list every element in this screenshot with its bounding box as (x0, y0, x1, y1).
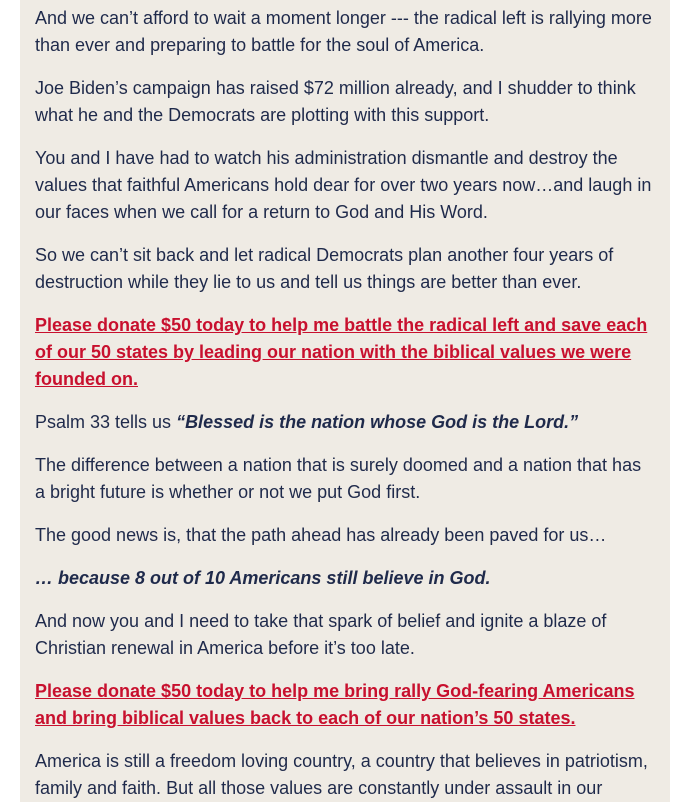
donate-cta-paragraph-1 (35, 312, 655, 393)
paragraph-believe-in-god: … because 8 out of 10 Americans still believe in God. (35, 568, 491, 588)
donate-link-1[interactable]: Please donate $50 today to help me battle the radical left and save each of our 50 states by leading our nation with the biblical values we were founded on. (35, 315, 648, 389)
donate-cta-paragraph-2 (35, 678, 655, 732)
paragraph-cant-sit-back: So we can’t sit back and let radical Democrats plan another four years of destruction while they lie to us and tell us things are better than ever. (35, 245, 614, 292)
psalm-quote: “Blessed is the nation whose God is the Lord.” (176, 412, 579, 432)
paragraph-difference: The difference between a nation that is surely doomed and a nation that has a bright future is whether or not we put God first. (35, 455, 642, 502)
paragraph-spark-of-belief: And now you and I need to take that spark of belief and ignite a blaze of Christian renewal in America before it’s too late. (35, 611, 607, 658)
paragraph-good-news: The good news is, that the path ahead has already been paved for us… (35, 525, 607, 545)
paragraph-freedom-loving: America is still a freedom loving country, a country that believes in patriotism, family and faith. But all those values are constantly under assault in our (35, 751, 648, 798)
email-body (20, 0, 670, 802)
paragraph-wait-no-longer: And we can’t afford to wait a moment longer --- the radical left is rallying more than ever and preparing to battle for the soul of America. (35, 8, 652, 55)
paragraph-psalm (35, 409, 655, 436)
paragraph-administration: You and I have had to watch his administration dismantle and destroy the values that faithful Americans hold dear for over two years now…and laugh in our faces when we call for a return to God and His Word. (35, 148, 652, 222)
psalm-intro: Psalm 33 tells us (35, 412, 177, 432)
email-content (20, 0, 670, 802)
paragraph-biden-campaign: Joe Biden’s campaign has raised $72 million already, and I shudder to think what he and the Democrats are plotting with this support. (35, 78, 636, 125)
donate-link-2[interactable]: Please donate $50 today to help me bring rally God-fearing Americans and bring biblical values back to each of our nation’s 50 states. (35, 681, 635, 728)
